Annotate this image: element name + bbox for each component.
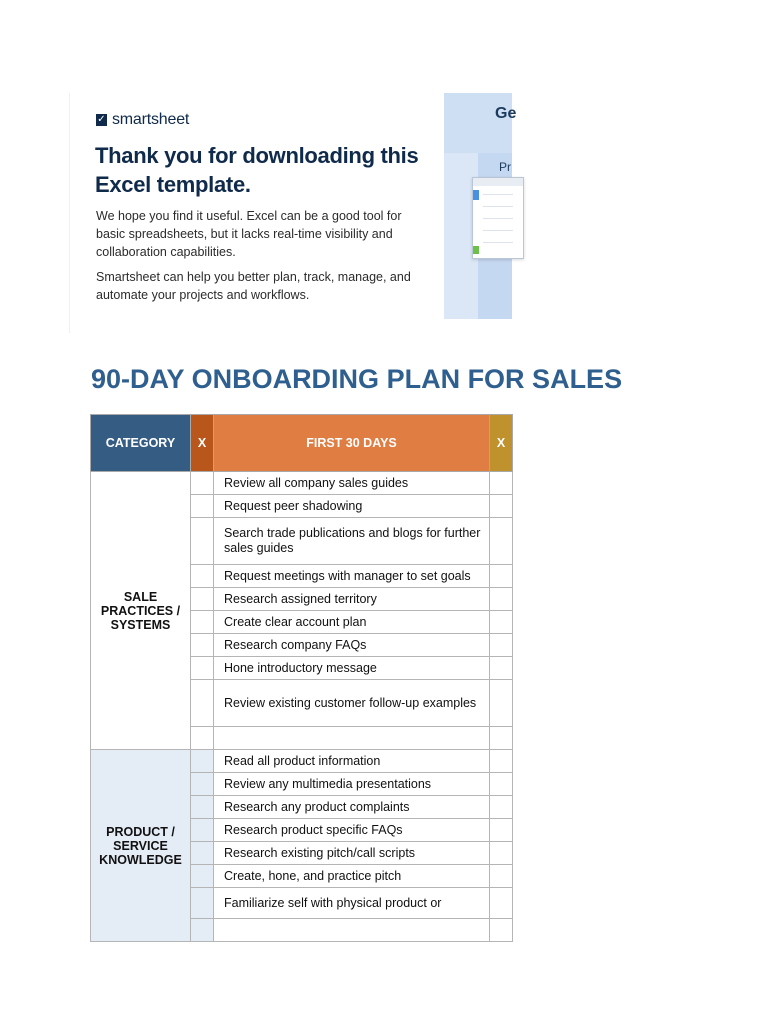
smartsheet-check-icon: ✓	[97, 114, 106, 125]
check-cell[interactable]	[490, 611, 513, 634]
check-cell[interactable]	[490, 888, 513, 919]
check-cell[interactable]	[191, 657, 214, 680]
banner-promo-panel[interactable]	[444, 93, 517, 319]
check-cell[interactable]	[191, 750, 214, 773]
check-cell[interactable]	[191, 588, 214, 611]
check-cell[interactable]	[490, 657, 513, 680]
check-cell[interactable]	[191, 796, 214, 819]
check-cell[interactable]	[191, 919, 214, 942]
check-cell[interactable]	[191, 634, 214, 657]
banner-paragraph-1: We hope you find it useful. Excel can be a good tool for basic spreadsheets, but it lacks real-time visibility and collaboration capabilities.	[96, 209, 402, 259]
task-cell[interactable]: Research existing pitch/call scripts	[214, 842, 490, 865]
table-row	[91, 750, 551, 773]
header-empty	[513, 415, 551, 472]
header-category[interactable]: CATEGORY	[91, 415, 191, 472]
task-cell[interactable]: Review existing customer follow-up examples	[214, 680, 490, 727]
task-cell[interactable]: Research company FAQs	[214, 634, 490, 657]
check-cell[interactable]	[191, 680, 214, 727]
task-cell[interactable]: Read all product information	[214, 750, 490, 773]
check-cell[interactable]	[490, 819, 513, 842]
task-cell[interactable]: Hone introductory message	[214, 657, 490, 680]
check-cell[interactable]	[191, 565, 214, 588]
check-cell[interactable]	[191, 611, 214, 634]
check-cell[interactable]	[490, 518, 513, 565]
check-cell[interactable]	[490, 472, 513, 495]
check-cell[interactable]	[490, 680, 513, 727]
task-cell[interactable]: Review all company sales guides	[214, 472, 490, 495]
check-cell[interactable]	[490, 727, 513, 750]
logo-text: smartsheet	[112, 111, 190, 128]
task-cell[interactable]: Review any multimedia presentations	[214, 773, 490, 796]
task-cell[interactable]: Research product specific FAQs	[214, 819, 490, 842]
check-cell[interactable]	[490, 796, 513, 819]
category-product-service-knowledge[interactable]: PRODUCT / SERVICE KNOWLEDGE	[91, 750, 191, 942]
task-cell[interactable]: Research assigned territory	[214, 588, 490, 611]
check-cell[interactable]	[191, 819, 214, 842]
check-cell[interactable]	[191, 495, 214, 518]
promo-band	[444, 93, 512, 153]
category-sale-practices[interactable]: SALE PRACTICES / SYSTEMS	[91, 472, 191, 750]
onboarding-table	[90, 414, 512, 912]
header-x-2[interactable]: X	[490, 415, 513, 472]
check-cell[interactable]	[490, 865, 513, 888]
check-cell[interactable]	[490, 773, 513, 796]
promo-subtitle: Pr	[499, 160, 511, 174]
smartsheet-logo	[96, 111, 189, 129]
check-cell[interactable]	[490, 495, 513, 518]
banner-content	[69, 93, 445, 333]
task-cell[interactable]: Familiarize self with physical product or	[214, 888, 490, 919]
task-cell[interactable]	[214, 727, 490, 750]
check-cell[interactable]	[490, 842, 513, 865]
smartsheet-banner[interactable]	[69, 93, 517, 333]
banner-paragraph-2: Smartsheet can help you better plan, track, manage, and automate your projects and workflows.	[96, 270, 411, 302]
check-cell[interactable]	[490, 919, 513, 942]
task-cell[interactable]: Create, hone, and practice pitch	[214, 865, 490, 888]
promo-screenshot-image	[472, 177, 524, 259]
check-cell[interactable]	[191, 773, 214, 796]
page-title: 90-DAY ONBOARDING PLAN FOR SALES	[91, 364, 623, 394]
check-cell[interactable]	[490, 634, 513, 657]
banner-headline: Thank you for downloading this Excel template.	[95, 143, 419, 197]
check-cell[interactable]	[191, 842, 214, 865]
task-cell[interactable]: Research any product complaints	[214, 796, 490, 819]
task-cell[interactable]	[214, 919, 490, 942]
check-cell[interactable]	[191, 472, 214, 495]
check-cell[interactable]	[191, 888, 214, 919]
header-first-30-days[interactable]: FIRST 30 DAYS	[214, 415, 490, 472]
table-header-row	[91, 415, 551, 472]
task-cell[interactable]: Request peer shadowing	[214, 495, 490, 518]
check-cell[interactable]	[191, 727, 214, 750]
check-cell[interactable]	[191, 518, 214, 565]
promo-title: Ge	[495, 105, 517, 122]
task-cell[interactable]: Create clear account plan	[214, 611, 490, 634]
check-cell[interactable]	[191, 865, 214, 888]
check-cell[interactable]	[490, 588, 513, 611]
task-cell[interactable]: Request meetings with manager to set goals	[214, 565, 490, 588]
table-row	[91, 472, 551, 495]
header-x[interactable]: X	[191, 415, 214, 472]
task-cell[interactable]: Search trade publications and blogs for further sales guides	[214, 518, 490, 565]
check-cell[interactable]	[490, 750, 513, 773]
check-cell[interactable]	[490, 565, 513, 588]
